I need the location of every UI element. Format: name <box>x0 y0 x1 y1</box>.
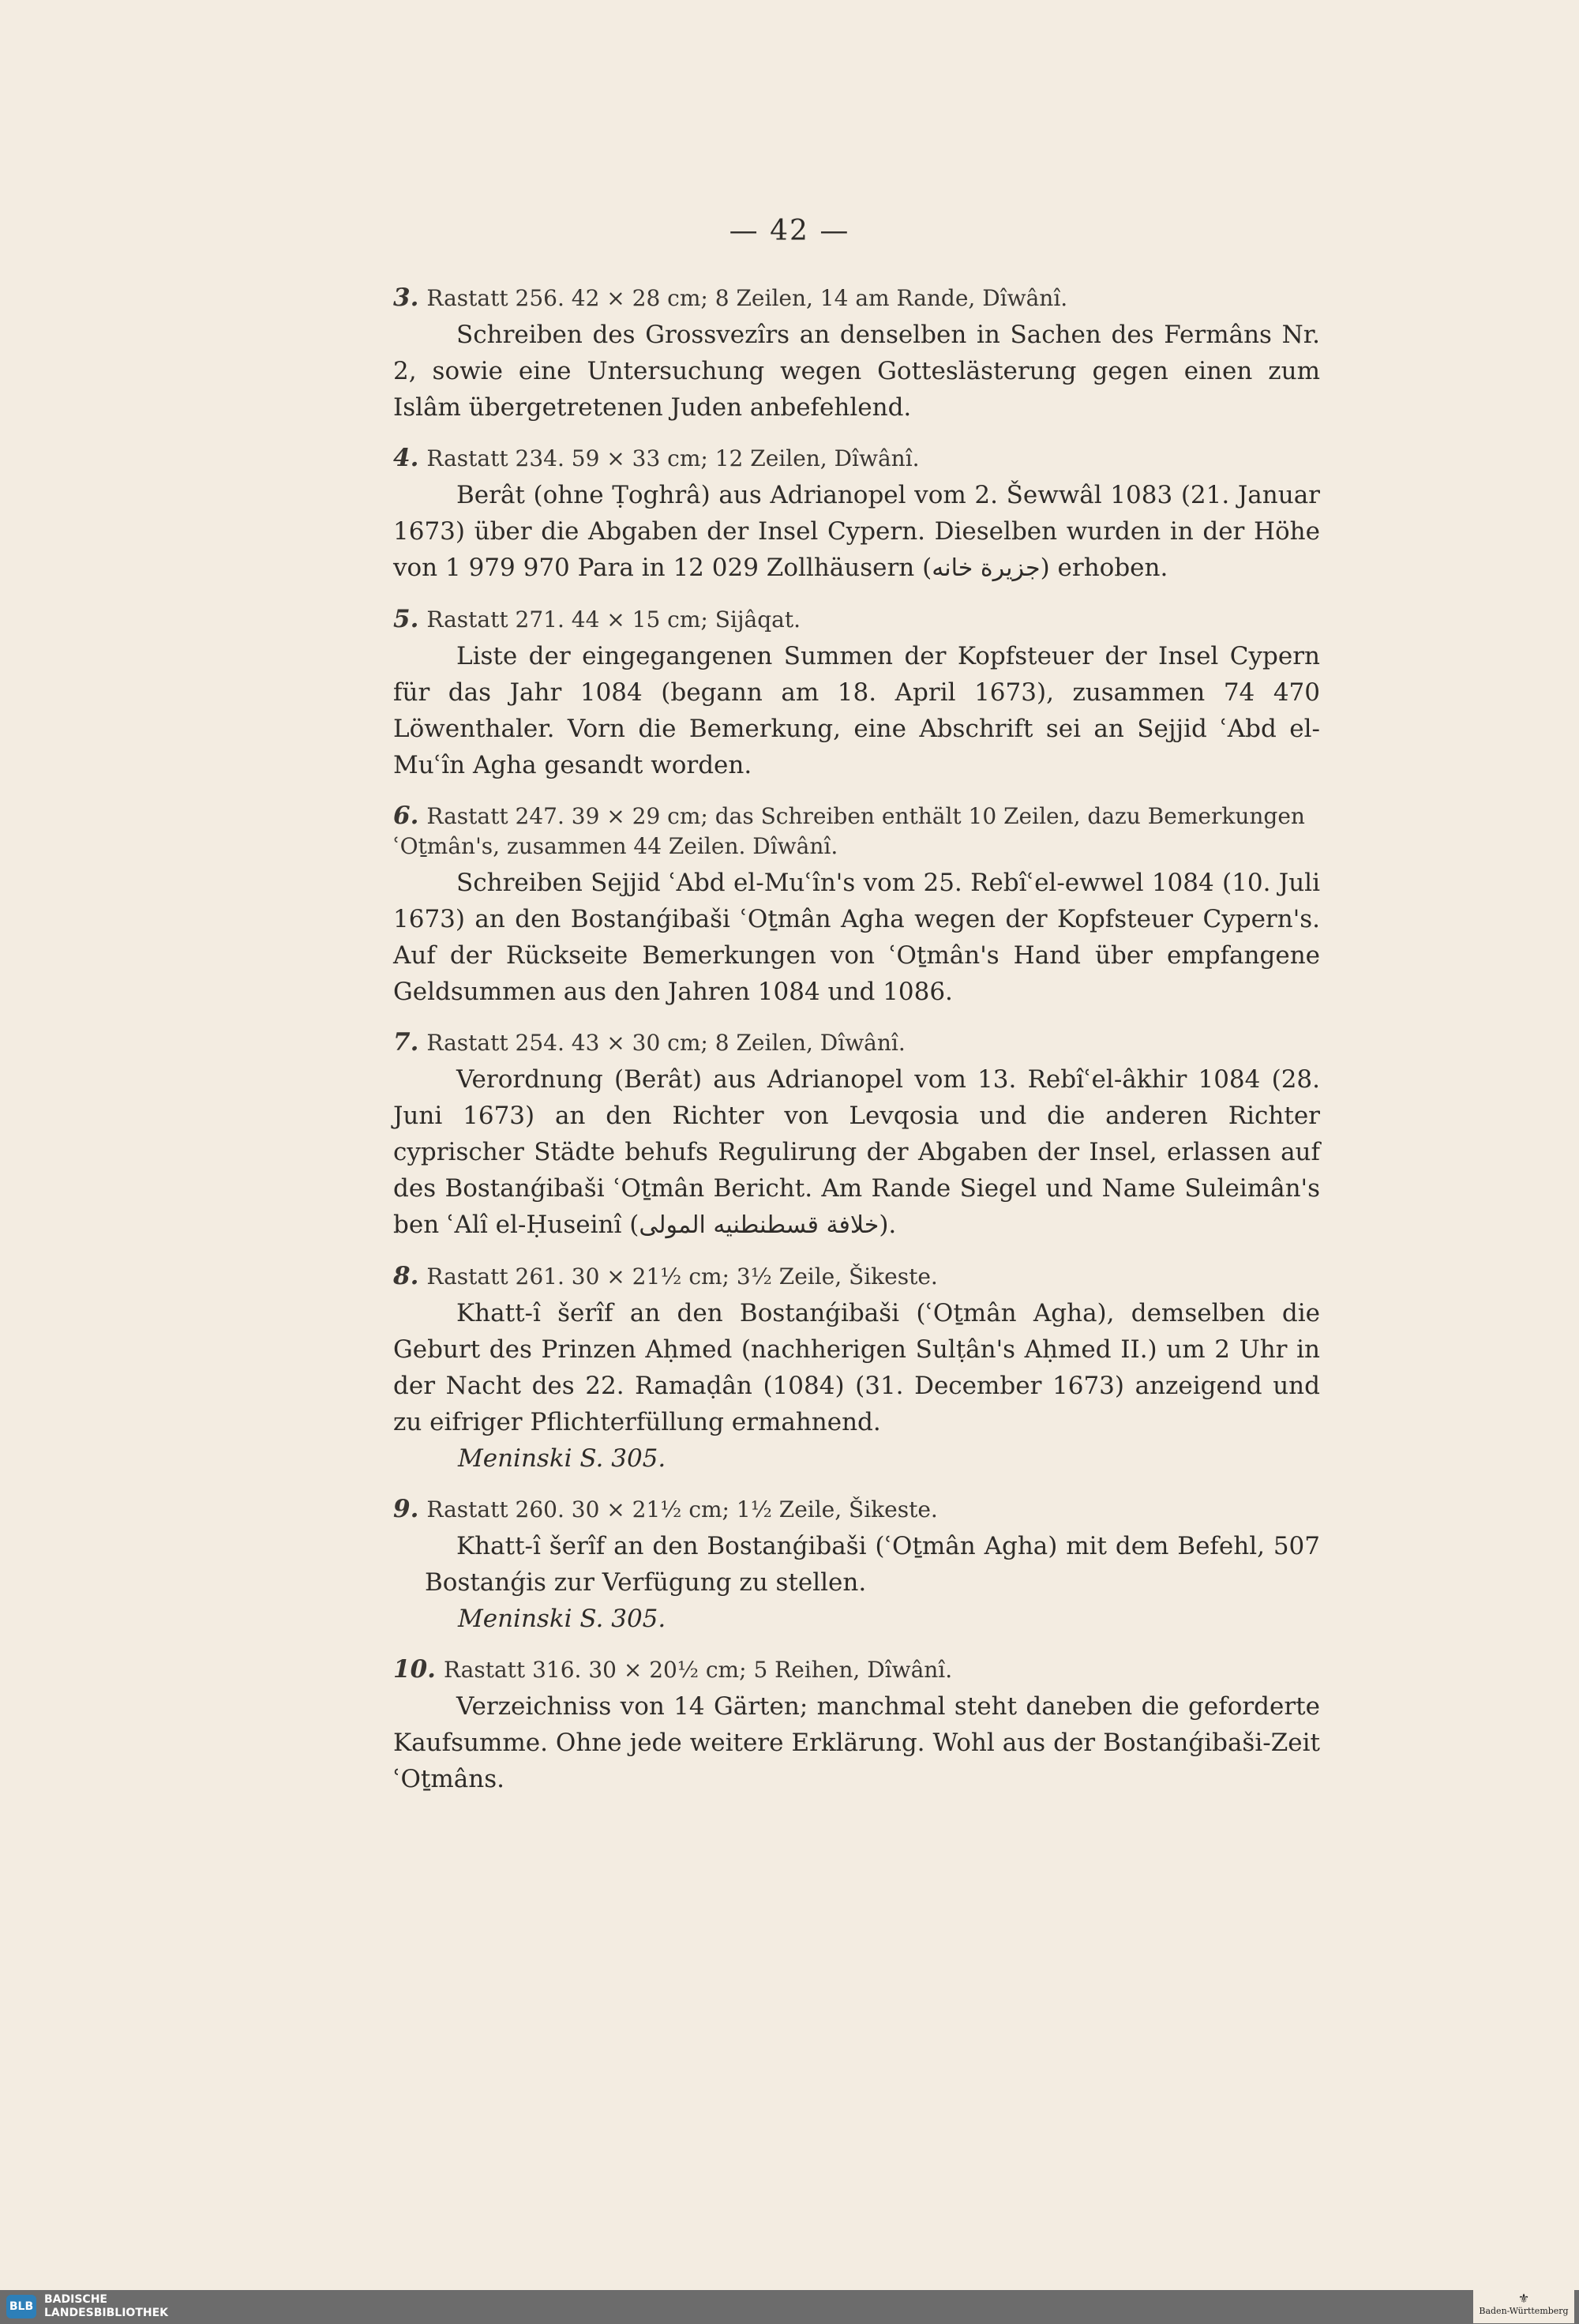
entry-text-part: Verordnung (Berât) aus Adrianopel vom 13. Rebîʿel-âkhir 1084 (28. Juni 1673) an den Richter von Levqosia und die anderen Richter cyprischer Städte behufs Regulirung der Abgaben der Insel, erlassen auf des Bostanǵibaši ʿOṯmân Bericht. Am Rande Siegel und Name Suleimân's ben ʿAlî el-Ḥuseinî ( <box>393 1065 1320 1239</box>
entry-header <box>393 604 1320 635</box>
entry-text: Schreiben des Grossvezîrs an denselben in Sachen des Fermâns Nr. 2, sowie eine Untersuchung wegen Gotteslästerung gegen einen zum Islâm übergetretenen Juden anbefehlend. <box>393 321 1320 422</box>
entry-number: 8. <box>393 1262 419 1290</box>
entry-number: 5. <box>393 605 419 633</box>
library-name <box>44 2293 168 2320</box>
entry-meta: Rastatt 254. 43 × 30 cm; 8 Zeilen, Dîwânî. <box>426 1030 906 1056</box>
entry-meta: Rastatt 256. 42 × 28 cm; 8 Zeilen, 14 am Rande, Dîwânî. <box>426 285 1068 311</box>
state-name: Baden-Württemberg <box>1479 2306 1569 2316</box>
library-logo: BLB <box>6 2295 36 2318</box>
entry-text: Liste der eingegangenen Summen der Kopfsteuer der Insel Cypern für das Jahr 1084 (begann am 18. April 1673), zusammen 74 470 Löwenthaler. Vorn die Bemerkung, eine Abschrift sei an Sejjid ʿAbd el-Muʿîn Agha gesandt worden. <box>393 642 1320 779</box>
state-mark <box>1473 2290 1574 2323</box>
entry-number: 7. <box>393 1028 419 1057</box>
library-name-line2: LANDESBIBLIOTHEK <box>44 2307 169 2319</box>
document-body <box>393 283 1320 1815</box>
entry-number: 4. <box>393 444 419 472</box>
entry-meta: Rastatt 261. 30 × 21½ cm; 3½ Zeile, Šikeste. <box>426 1263 938 1290</box>
entry-number: 3. <box>393 283 419 312</box>
entry-7 <box>393 1027 1320 1244</box>
entry-text <box>393 477 1320 587</box>
entry-text-part: Berât (ohne Ṭoghrâ) aus Adrianopel vom 2. Šewwâl 1083 (21. Januar 1673) über die Abgaben der Insel Cypern. Dieselben wurden in der Höhe von 1 979 970 Para in 12 029 Zollhäusern ( <box>393 481 1320 582</box>
entry-meta: Rastatt 316. 30 × 20½ cm; 5 Reihen, Dîwânî. <box>443 1657 953 1683</box>
entry-header <box>393 1654 1320 1685</box>
entry-meta: Rastatt 271. 44 × 15 cm; Sijâqat. <box>426 606 801 633</box>
entry-text: Verzeichniss von 14 Gärten; manchmal steht daneben die geforderte Kaufsumme. Ohne jede weitere Erklärung. Wohl aus der Bostanǵibaši-Zeit ʿOṯmâns. <box>393 1692 1320 1793</box>
entry-9 <box>393 1494 1320 1637</box>
entry-text-part: ) erhoben. <box>1040 554 1168 582</box>
entry-meta: Rastatt 247. 39 × 29 cm; das Schreiben enthält 10 Zeilen, dazu Bemerkungen ʿOṯmân's, zusammen 44 Zeilen. Dîwânî. <box>393 803 1305 859</box>
entry-text-part: ). <box>879 1211 897 1239</box>
entry-5 <box>393 604 1320 783</box>
entry-header <box>393 443 1320 474</box>
library-name-line1: BADISCHE <box>44 2293 107 2306</box>
arabic-term: جزيرة خانه <box>932 554 1041 582</box>
entry-header <box>393 801 1320 862</box>
entry-text: Khatt-î šerîf an den Bostanǵibaši (ʿOṯmân Agha) mit dem Befehl, 507 Bostanǵis zur Verfügung zu stellen. <box>425 1532 1320 1597</box>
coat-of-arms-icon: ⚜ <box>1517 2291 1530 2306</box>
entry-number: 9. <box>393 1495 419 1523</box>
reference: Meninski S. 305. <box>458 1444 666 1473</box>
entry-text: Khatt-î šerîf an den Bostanǵibaši (ʿOṯmân Agha), demselben die Geburt des Prinzen Aḥmed (nachherigen Sulṭân's Aḥmed II.) um 2 Uhr in der Nacht des 22. Ramaḍân (1084) (31. December 1673) anzeigend und zu eifriger Pflichterfüllung ermahnend. <box>393 1299 1320 1436</box>
reference: Meninski S. 305. <box>458 1605 666 1633</box>
entry-meta: Rastatt 234. 59 × 33 cm; 12 Zeilen, Dîwânî. <box>426 445 920 471</box>
entry-text <box>393 1061 1320 1244</box>
entry-number: 6. <box>393 802 419 830</box>
entry-10 <box>393 1654 1320 1797</box>
entry-6 <box>393 801 1320 1010</box>
page-number: — 42 — <box>729 215 850 247</box>
entry-text: Schreiben Sejjid ʿAbd el-Muʿîn's vom 25. Rebîʿel-ewwel 1084 (10. Juli 1673) an den Bostanǵibaši ʿOṯmân Agha wegen der Kopfsteuer Cypern's. Auf der Rückseite Bemerkungen von ʿOṯmân's Hand über empfangene Geldsummen aus den Jahren 1084 und 1086. <box>393 869 1320 1006</box>
entry-header <box>393 1261 1320 1292</box>
arabic-seal-text: خلافة قسطنطنيه المولى <box>639 1211 880 1239</box>
entry-number: 10. <box>393 1655 436 1684</box>
entry-header <box>393 1494 1320 1525</box>
entry-header <box>393 1027 1320 1058</box>
entry-8 <box>393 1261 1320 1477</box>
entry-3 <box>393 283 1320 426</box>
entry-4 <box>393 443 1320 587</box>
entry-meta: Rastatt 260. 30 × 21½ cm; 1½ Zeile, Šikeste. <box>426 1496 938 1522</box>
footer-bar <box>0 2290 1579 2324</box>
entry-header <box>393 283 1320 313</box>
